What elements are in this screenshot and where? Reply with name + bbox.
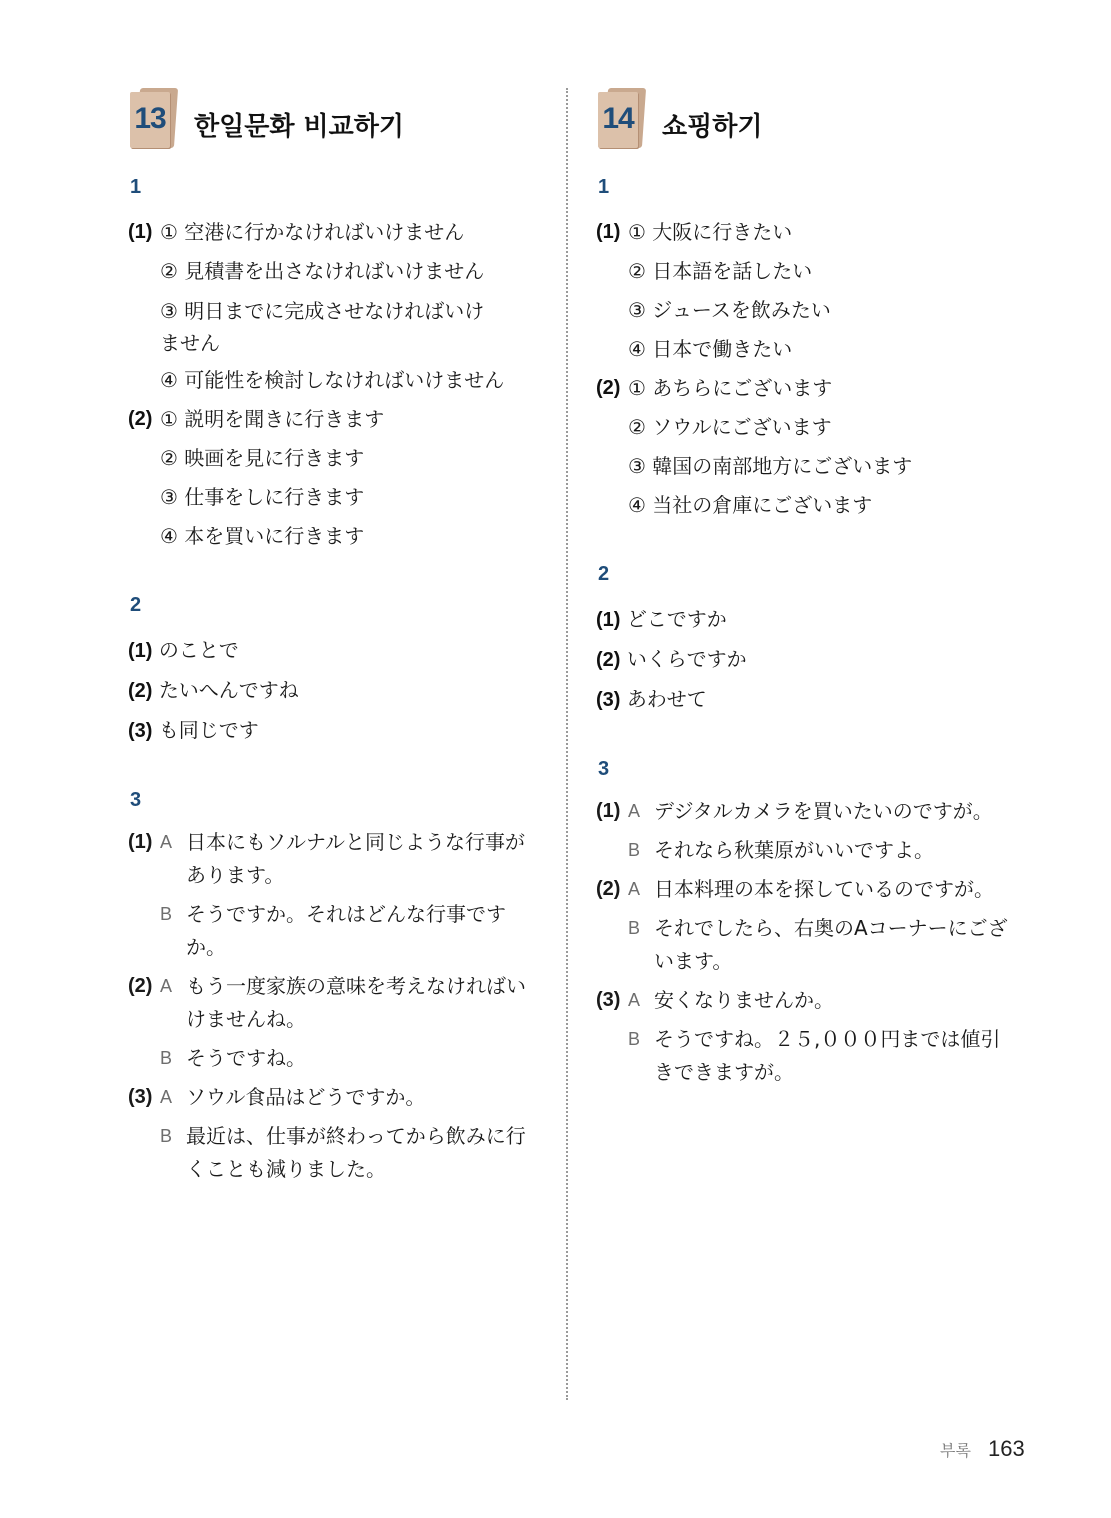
- answer-line: (1) ① 大阪に行きたい: [596, 220, 793, 244]
- section-label: 1: [598, 176, 610, 198]
- dialogue-line: (3) A ソウル食品はどうですか。: [128, 1085, 426, 1109]
- answer-line: (3) も同じです: [128, 718, 259, 742]
- column-divider: [566, 88, 568, 1400]
- answer-line: ③ 明日までに完成させなければいけません: [160, 299, 485, 355]
- chapter-header: [128, 88, 528, 154]
- answer-line: ④ 当社の倉庫にございます: [628, 493, 873, 517]
- chapter-title: 한일문화 비교하기: [194, 112, 404, 142]
- answer-line: ② ソウルにございます: [628, 415, 832, 439]
- folder-icon: [596, 88, 648, 150]
- answer-line: ③ ジュースを飲みたい: [628, 298, 831, 322]
- footer-label: 부록: [940, 1441, 971, 1460]
- dialogue-line: (2) A もう一度家族の意味を考えなければいけませんね。: [128, 974, 526, 1031]
- chapter-title: 쇼핑하기: [662, 112, 763, 142]
- dialogue-line: B そうですか。それはどんな行事ですか。: [160, 902, 506, 959]
- dialogue-line: (3) A 安くなりませんか。: [596, 988, 834, 1012]
- chapter-number: 13: [134, 102, 166, 135]
- answer-line: ④ 可能性を検討しなければいけません: [160, 368, 505, 392]
- dialogue-line: (2) A 日本料理の本を探しているのですが。: [596, 877, 994, 901]
- chapter-number: 14: [602, 102, 634, 135]
- section-label: 2: [130, 594, 142, 616]
- answer-line: ③ 仕事をしに行きます: [160, 485, 365, 509]
- answer-line: ② 日本語を話したい: [628, 259, 813, 283]
- answer-line: ④ 日本で働きたい: [628, 337, 793, 361]
- answer-line: ② 映画を見に行きます: [160, 446, 365, 470]
- section-label: 3: [130, 789, 142, 811]
- dialogue-line: (1) A デジタルカメラを買いたいのですが。: [596, 799, 993, 823]
- section-label: 3: [598, 758, 610, 780]
- section-label: 2: [598, 563, 610, 585]
- dialogue-line: B そうですね。: [160, 1046, 306, 1070]
- dialogue-line: B そうですね。２５,０００円までは値引きできますが。: [628, 1027, 1001, 1084]
- answer-line: (1) ① 空港に行かなければいけません: [128, 220, 465, 244]
- dialogue-line: B それなら秋葉原がいいですよ。: [628, 838, 934, 862]
- answer-line: (1) のことで: [128, 638, 239, 662]
- answer-line: (1) どこですか: [596, 607, 727, 631]
- answer-line: ④ 本を買いに行きます: [160, 524, 365, 548]
- answer-line: ② 見積書を出さなければいけません: [160, 259, 485, 283]
- right-column: [596, 88, 1016, 1095]
- dialogue-line: B 最近は、仕事が終わってから飲みに行くことも減りました。: [160, 1124, 526, 1181]
- answer-line: (2) ① 説明を聞きに行きます: [128, 407, 385, 431]
- section-label: 1: [130, 176, 142, 198]
- dialogue-line: (1) A 日本にもソルナルと同じような行事があります。: [128, 830, 525, 887]
- folder-icon: [128, 88, 180, 150]
- answer-line: (2) いくらですか: [596, 647, 747, 671]
- answer-line: (3) あわせて: [596, 687, 707, 711]
- answer-line: ③ 韓国の南部地方にございます: [628, 454, 913, 478]
- chapter-header: [596, 88, 1016, 154]
- page-footer: [940, 1436, 1025, 1462]
- answer-line: (2) ① あちらにございます: [596, 376, 833, 400]
- dialogue-line: B それでしたら、右奥のAコーナーにございます。: [628, 916, 1008, 973]
- page-number: 163: [988, 1436, 1025, 1461]
- answer-line: (2) たいへんですね: [128, 678, 299, 702]
- left-column: [128, 88, 528, 1192]
